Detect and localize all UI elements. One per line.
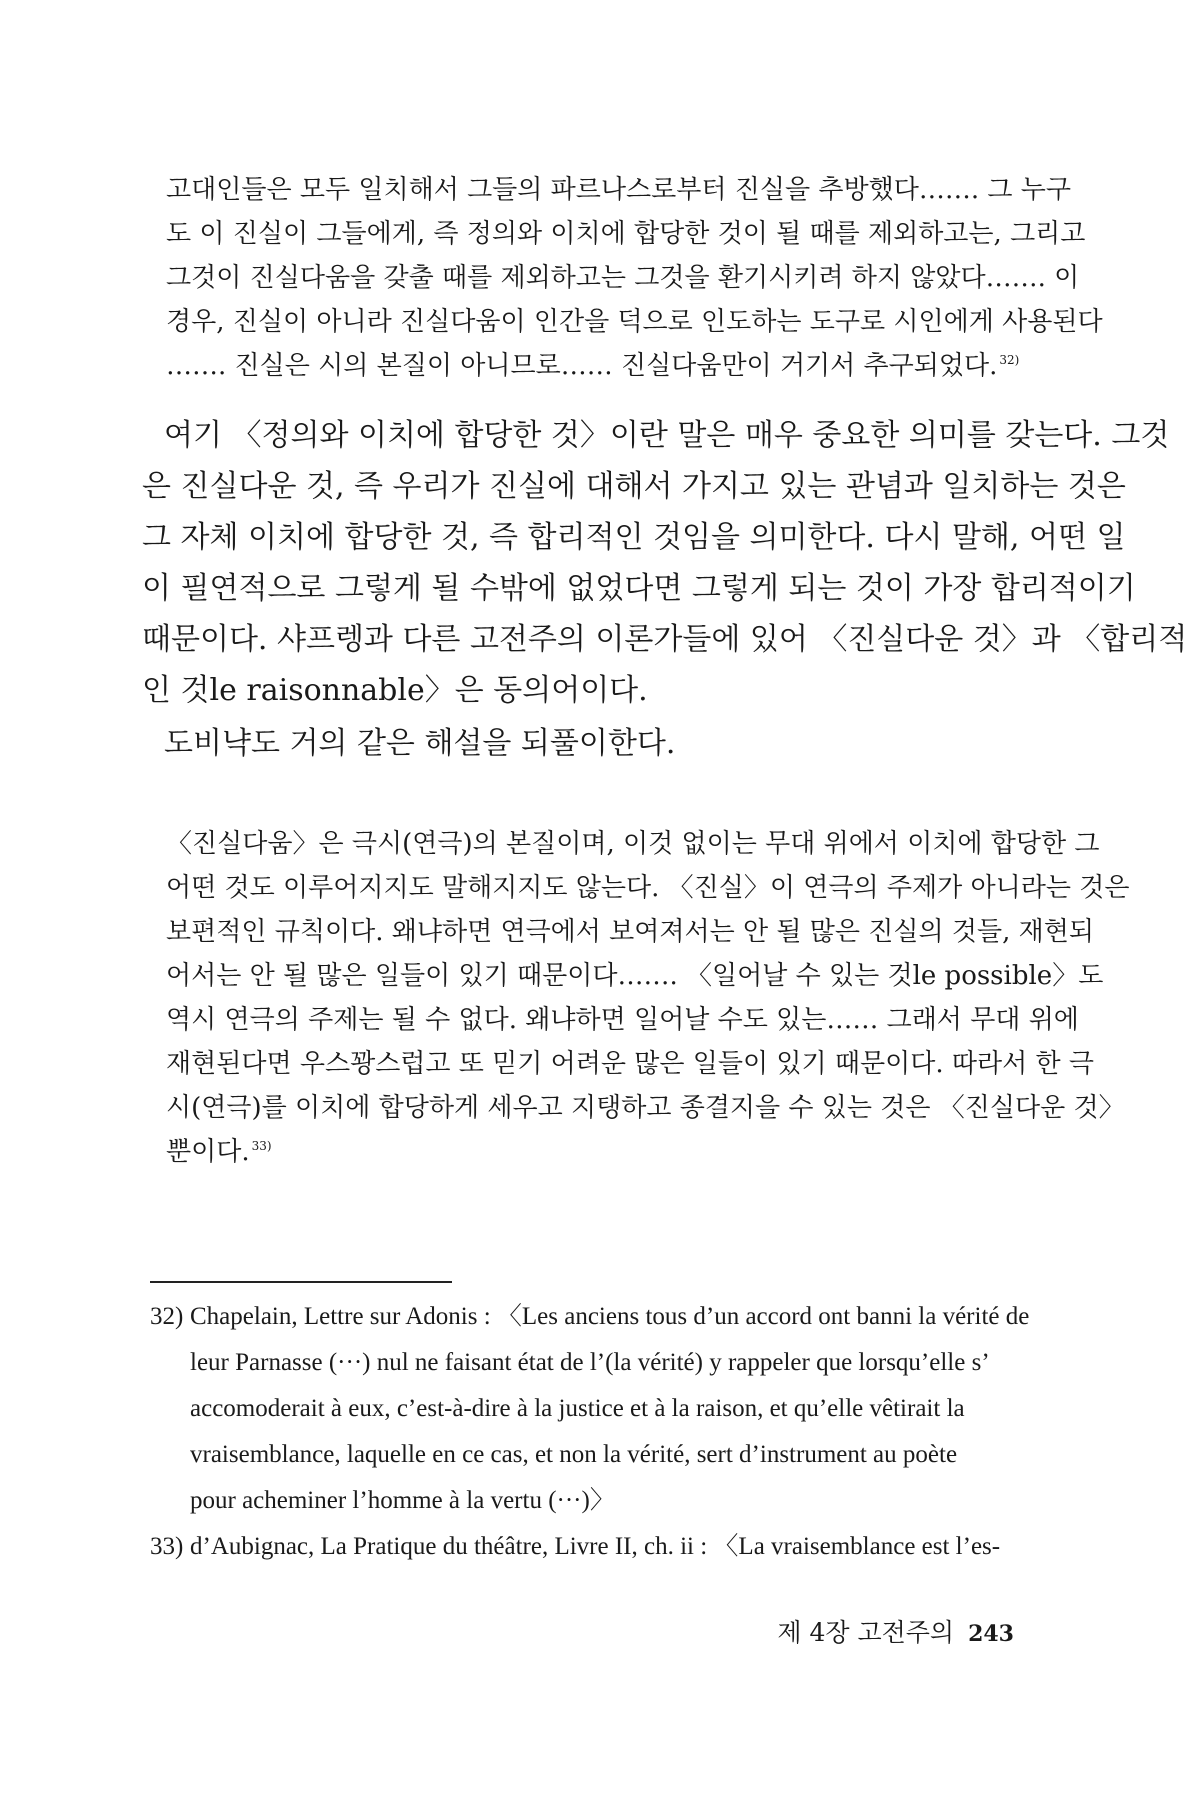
quote2-line-5: 역시 연극의 주제는 될 수 없다. 왜냐하면 일어날 수도 있는…… 그래서 무대 위에 [166, 1005, 1079, 1035]
footnote-ref-33: 33) [251, 1139, 272, 1154]
para1-line-6: 인 것le raisonnable〉은 동의어이다. [142, 673, 648, 708]
running-footer-chapter: 제 4장 고전주의 [777, 1618, 955, 1647]
footnote-number: 33) [150, 1533, 184, 1560]
footnotes [150, 1294, 1050, 1570]
quote1-line-2: 도 이 진실이 그들에게, 즉 정의와 이치에 합당한 것이 될 때를 제외하고는, 그리고 [166, 219, 1086, 249]
footnote-32-line-2: leur Parnasse (···) nul ne faisant état de l’(la vérité) y rappeler que lorsqu’elle s’ [190, 1349, 990, 1376]
quote2-line-8-text: 뿐이다. [166, 1137, 250, 1167]
paragraph-2 [142, 718, 1047, 769]
footnote-number: 32) [150, 1303, 184, 1330]
quote1-line-4: 경우, 진실이 아니라 진실다움이 인간을 덕으로 인도하는 도구로 시인에게 사용된다 [166, 307, 1103, 337]
para1-line-4: 이 필연적으로 그렇게 될 수밖에 없었다면 그렇게 되는 것이 가장 합리적이기 [142, 571, 1136, 606]
quote2-line-4: 어서는 안 될 많은 일들이 있기 때문이다……. 〈일어날 수 있는 것le possible〉도 [166, 961, 1104, 991]
quote2-line-7: 시(연극)를 이치에 합당하게 세우고 지탱하고 종결지을 수 있는 것은 〈진실다운 것〉 [166, 1093, 1125, 1123]
footnote-33-line-1: d’Aubignac, La Pratique du théâtre, Livre II, ch. ii : 〈La vraisemblance est l’es- [190, 1533, 1001, 1560]
footnote-32 [150, 1294, 1050, 1524]
page-footer [777, 1613, 1014, 1649]
quote2-line-1: 〈진실다움〉은 극시(연극)의 본질이며, 이것 없이는 무대 위에서 이치에 합당한 그 [166, 829, 1100, 859]
para1-line-5: 때문이다. 샤프렝과 다른 고전주의 이론가들에 있어 〈진실다운 것〉과 〈합리적 [142, 622, 1188, 657]
block-quote-1 [166, 168, 1103, 388]
quote2-line-2: 어떤 것도 이루어지지도 말해지지도 않는다. 〈진실〉이 연극의 주제가 아니라는 것은 [166, 873, 1130, 903]
page-number: 243 [968, 1621, 1014, 1647]
quote2-line-8 [166, 1130, 1046, 1174]
para1-line-2: 은 진실다운 것, 즉 우리가 진실에 대해서 가지고 있는 관념과 일치하는 것은 [142, 469, 1126, 504]
quote1-line-1: 고대인들은 모두 일치해서 그들의 파르나스로부터 진실을 추방했다……. 그 누구 [166, 175, 1071, 205]
footnote-32-line-3: accomoderait à eux, c’est-à-dire à la justice et à la raison, et qu’elle vêtirait la [190, 1395, 965, 1422]
footnote-separator [150, 1281, 452, 1283]
footnote-32-line-5: pour acheminer l’homme à la vertu (···)〉 [190, 1487, 615, 1514]
footnote-32-line-4: vraisemblance, laquelle en ce cas, et non la vérité, sert d’instrument au poète [190, 1441, 958, 1468]
block-quote-2 [166, 822, 1130, 1174]
para1-line-3: 그 자체 이치에 합당한 것, 즉 합리적인 것임을 의미한다. 다시 말해, 어떤 일 [142, 520, 1126, 555]
quote1-line-5-text: ……. 진실은 시의 본질이 아니므로…… 진실다움만이 거기서 추구되었다. [166, 351, 998, 381]
footnote-32-line-1: Chapelain, Lettre sur Adonis : 〈Les anciens tous d’un accord ont banni la vérité de [190, 1303, 1030, 1330]
quote2-line-3: 보편적인 규칙이다. 왜냐하면 연극에서 보여져서는 안 될 많은 진실의 것들, 재현되 [166, 917, 1095, 947]
quote1-line-3: 그것이 진실다움을 갖출 때를 제외하고는 그것을 환기시키려 하지 않았다……. 이 [166, 263, 1080, 293]
para1-line-1: 여기 〈정의와 이치에 합당한 것〉이란 말은 매우 중요한 의미를 갖는다. 그것 [164, 418, 1170, 453]
quote2-line-6: 재현된다면 우스꽝스럽고 또 믿기 어려운 많은 일들이 있기 때문이다. 따라서 한 극 [166, 1049, 1095, 1079]
footnote-33 [150, 1524, 1050, 1570]
paragraph-1 [142, 410, 1188, 716]
para2-line-1: 도비냑도 거의 같은 해설을 되풀이한다. [164, 726, 676, 761]
footnote-ref-32: 32) [999, 353, 1020, 368]
quote1-line-5 [166, 344, 1046, 388]
